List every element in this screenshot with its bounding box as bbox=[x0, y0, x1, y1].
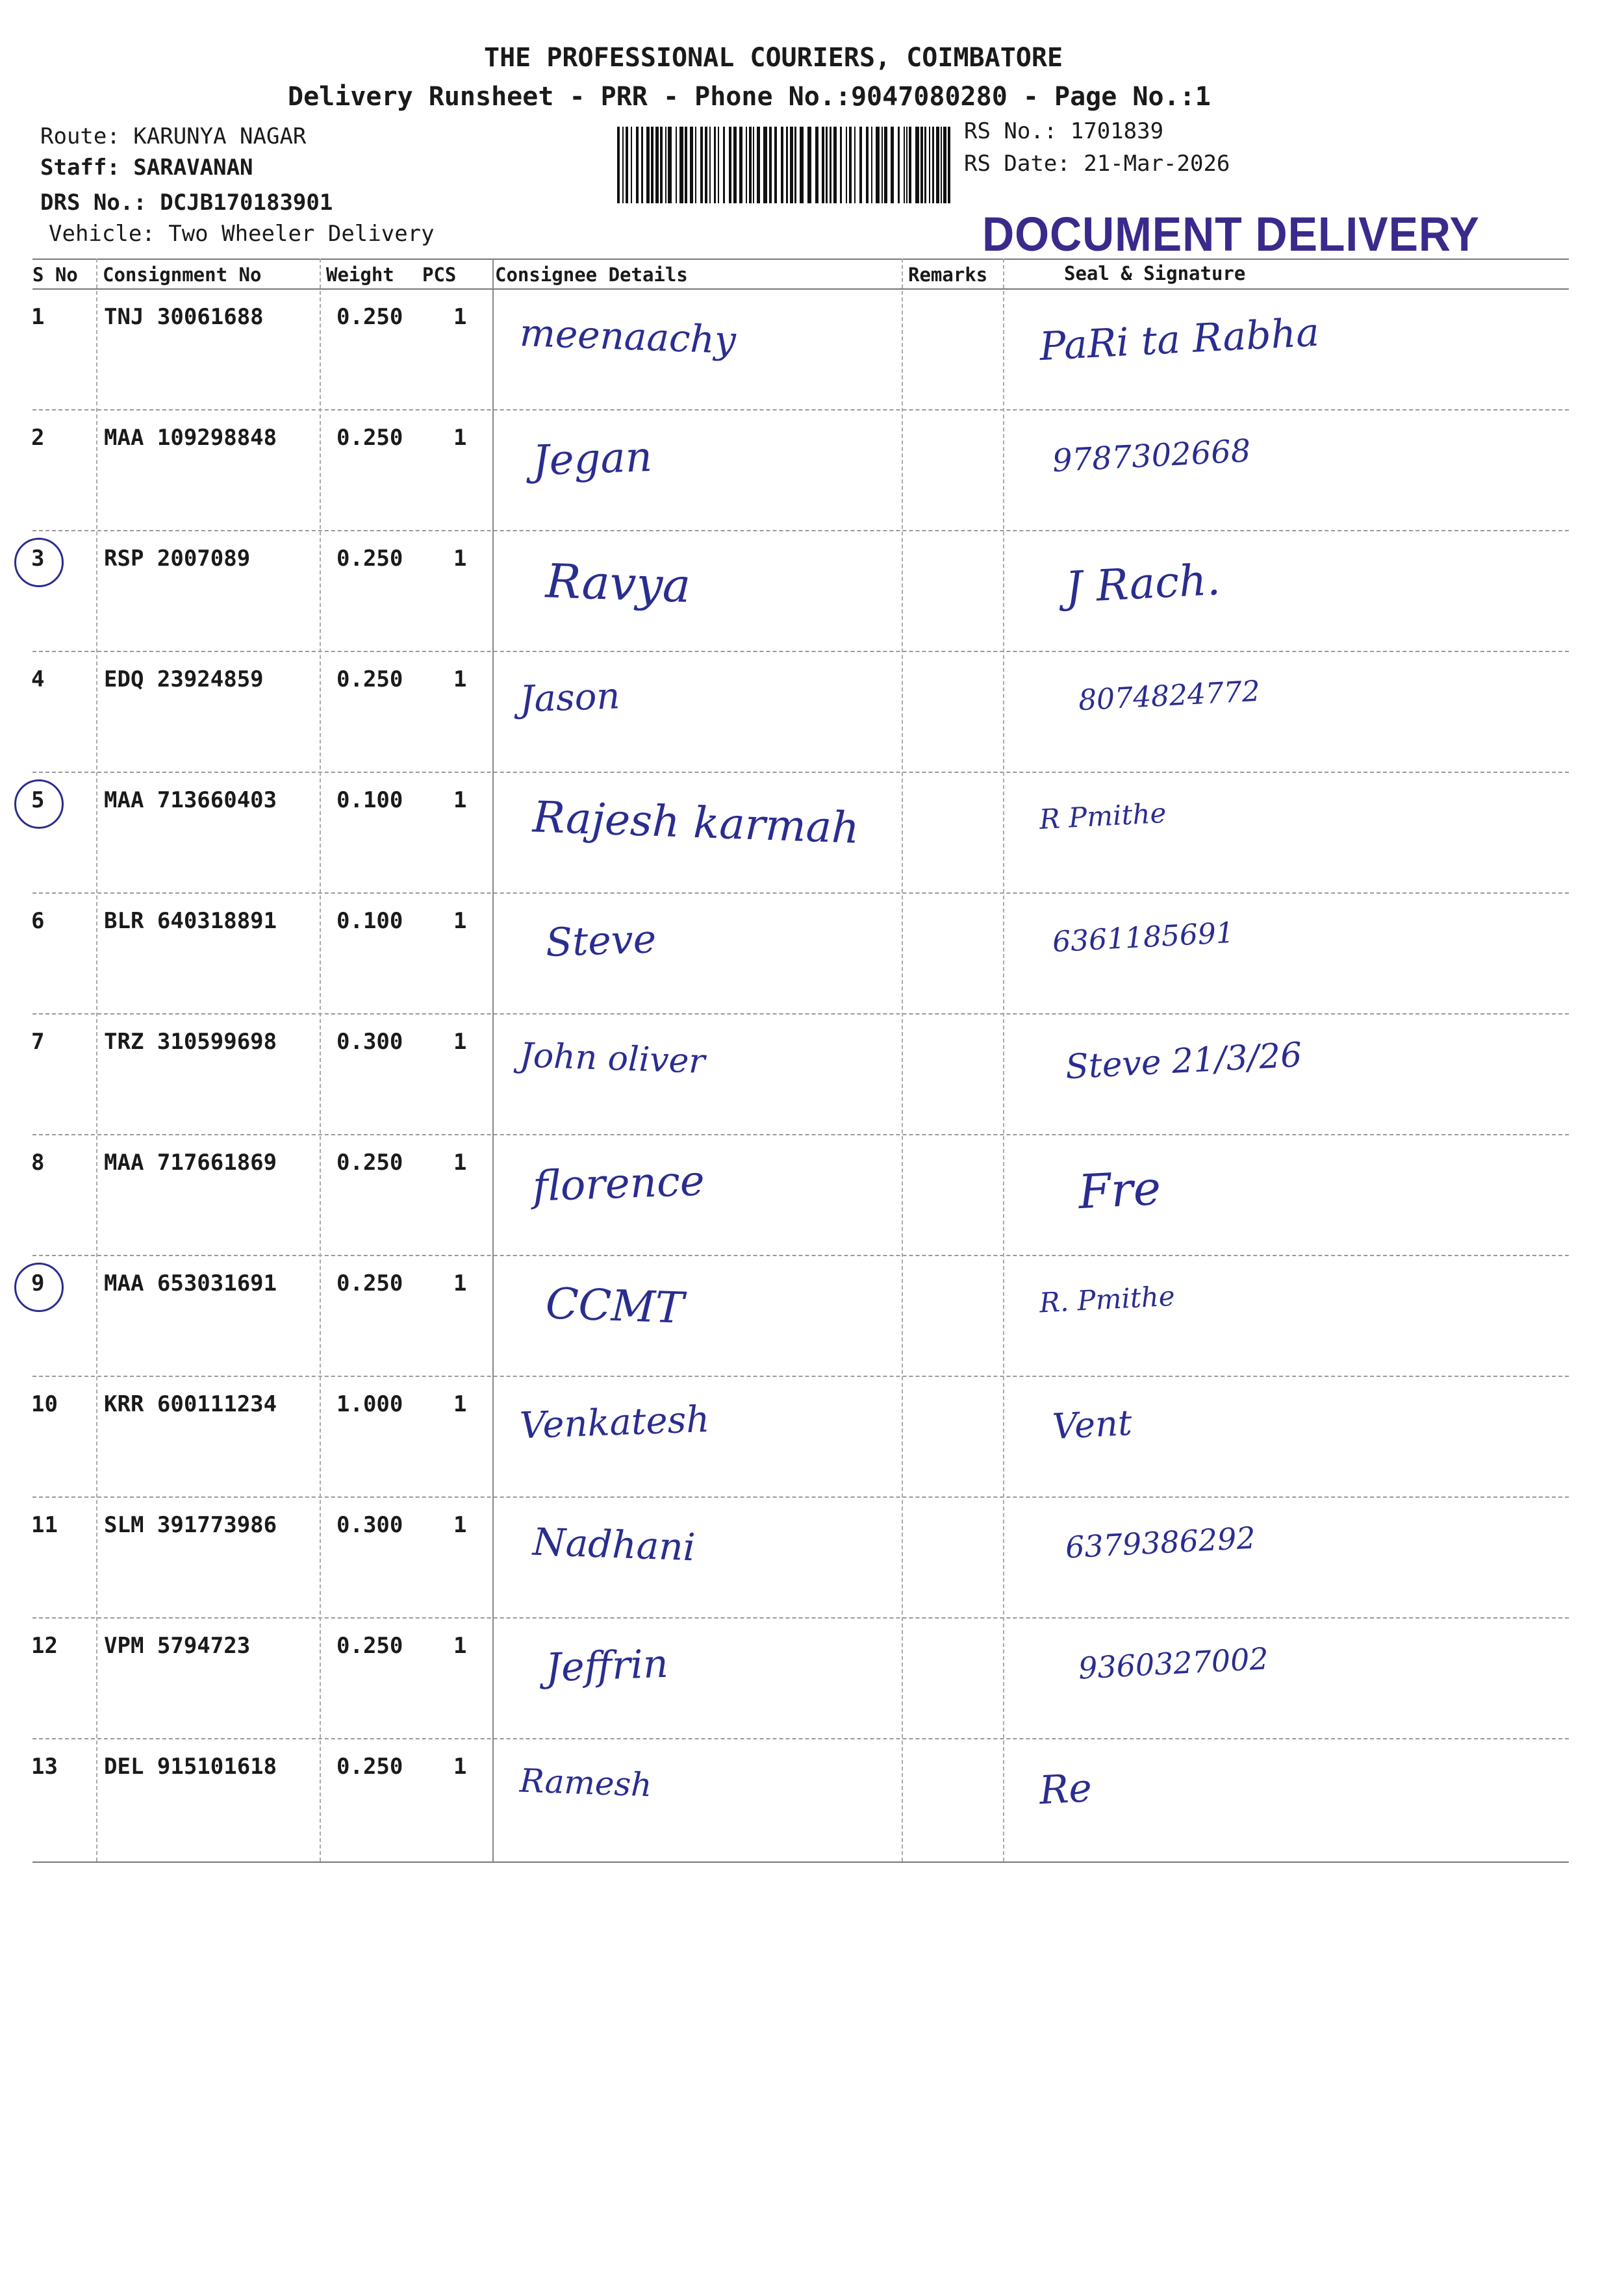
row-divider bbox=[32, 1738, 1569, 1739]
row-sno: 1 bbox=[31, 304, 45, 330]
row-weight: 0.250 bbox=[336, 546, 403, 572]
row-pcs: 1 bbox=[453, 1754, 467, 1780]
row-consignee-handwriting: Jegan bbox=[531, 433, 653, 486]
row-pcs: 1 bbox=[453, 1029, 467, 1055]
col-header-remarks: Remarks bbox=[908, 264, 988, 286]
staff-label: Staff: SARAVANAN bbox=[40, 155, 253, 181]
row-signature-handwriting: Vent bbox=[1051, 1402, 1134, 1448]
row-sno: 7 bbox=[31, 1029, 45, 1055]
row-pcs: 1 bbox=[453, 1391, 467, 1417]
runsheet-subtitle: Delivery Runsheet - PRR - Phone No.:9047080280 - Page No.:1 bbox=[288, 82, 1211, 112]
row-consignment-no: MAA 717661869 bbox=[104, 1150, 277, 1176]
row-consignment-no: EDQ 23924859 bbox=[104, 666, 264, 692]
row-weight: 0.250 bbox=[336, 1270, 403, 1296]
row-consignment-no: RSP 2007089 bbox=[104, 546, 251, 572]
row-signature-handwriting: R. Pmithe bbox=[1038, 1280, 1176, 1319]
row-consignment-no: DEL 915101618 bbox=[104, 1754, 277, 1780]
row-weight: 0.100 bbox=[336, 908, 403, 934]
row-consignment-no: KRR 600111234 bbox=[104, 1391, 277, 1417]
row-sno: 8 bbox=[31, 1150, 45, 1176]
col-divider-5 bbox=[1003, 259, 1004, 1861]
row-pcs: 1 bbox=[453, 666, 467, 692]
row-pcs: 1 bbox=[453, 425, 467, 451]
row-signature-handwriting: 6361185691 bbox=[1051, 916, 1236, 959]
company-title: THE PROFESSIONAL COURIERS, COIMBATORE bbox=[484, 43, 1063, 73]
row-sno: 11 bbox=[31, 1512, 58, 1538]
row-consignment-no: MAA 109298848 bbox=[104, 425, 277, 451]
row-weight: 0.250 bbox=[336, 1633, 403, 1659]
row-signature-handwriting: J Rach. bbox=[1064, 554, 1222, 613]
header-bottom-rule bbox=[32, 288, 1569, 290]
row-pcs: 1 bbox=[453, 1512, 467, 1538]
row-divider bbox=[32, 1013, 1569, 1015]
row-consignee-handwriting: meenaachy bbox=[518, 310, 737, 362]
col-divider-1 bbox=[96, 259, 97, 1861]
route-label: Route: KARUNYA NAGAR bbox=[40, 123, 307, 149]
row-pcs: 1 bbox=[453, 304, 467, 330]
row-signature-handwriting: Steve 21/3/26 bbox=[1064, 1035, 1303, 1087]
row-weight: 0.250 bbox=[336, 304, 403, 330]
rs-date: RS Date: 21-Mar-2026 bbox=[964, 151, 1230, 177]
row-sno: 13 bbox=[31, 1754, 58, 1780]
col-header-seal: Seal & Signature bbox=[1064, 262, 1246, 284]
row-divider bbox=[32, 409, 1569, 410]
row-consignee-handwriting: florence bbox=[531, 1157, 705, 1211]
row-weight: 0.250 bbox=[336, 666, 403, 692]
row-consignee-handwriting: Nadhani bbox=[531, 1519, 696, 1570]
row-consignment-no: VPM 5794723 bbox=[104, 1633, 251, 1659]
row-sno: 4 bbox=[31, 666, 45, 692]
row-weight: 0.300 bbox=[336, 1512, 403, 1538]
row-consignment-no: TRZ 310599698 bbox=[104, 1029, 277, 1055]
row-sno: 12 bbox=[31, 1633, 58, 1659]
row-divider bbox=[32, 1617, 1569, 1619]
row-sno: 5 bbox=[31, 787, 45, 813]
col-header-sno: S No bbox=[32, 264, 78, 286]
col-header-weight: Weight bbox=[326, 264, 394, 286]
row-circle-mark bbox=[14, 538, 64, 587]
row-signature-handwriting: 8074824772 bbox=[1077, 674, 1262, 718]
vehicle-label: Vehicle: Two Wheeler Delivery bbox=[49, 221, 435, 247]
col-header-consignment: Consignment No bbox=[103, 264, 262, 286]
row-divider bbox=[32, 1255, 1569, 1256]
row-divider bbox=[32, 1376, 1569, 1377]
row-consignee-handwriting: Venkatesh bbox=[518, 1398, 711, 1448]
drs-number: DRS No.: DCJB170183901 bbox=[40, 190, 333, 216]
row-consignment-no: TNJ 30061688 bbox=[104, 304, 264, 330]
row-weight: 1.000 bbox=[336, 1391, 403, 1417]
row-circle-mark bbox=[14, 1263, 64, 1312]
row-weight: 0.100 bbox=[336, 787, 403, 813]
row-consignment-no: MAA 653031691 bbox=[104, 1270, 277, 1296]
row-weight: 0.250 bbox=[336, 425, 403, 451]
col-header-pcs: PCS bbox=[422, 264, 457, 286]
row-divider bbox=[32, 772, 1569, 773]
col-divider-3 bbox=[492, 259, 494, 1861]
col-divider-4 bbox=[902, 259, 903, 1861]
row-consignee-handwriting: Ramesh bbox=[519, 1761, 653, 1804]
row-sno: 10 bbox=[31, 1391, 58, 1417]
row-weight: 0.250 bbox=[336, 1150, 403, 1176]
row-signature-handwriting: Fre bbox=[1076, 1160, 1163, 1220]
row-divider bbox=[32, 892, 1569, 894]
row-consignment-no: SLM 391773986 bbox=[104, 1512, 277, 1538]
row-signature-handwriting: 9360327002 bbox=[1077, 1641, 1269, 1686]
row-pcs: 1 bbox=[453, 787, 467, 813]
row-circle-mark bbox=[14, 779, 64, 829]
row-divider bbox=[32, 530, 1569, 531]
row-consignee-handwriting: Rajesh karmah bbox=[531, 792, 860, 853]
row-consignee-handwriting: Jeffrin bbox=[544, 1641, 669, 1691]
row-sno: 9 bbox=[31, 1270, 45, 1296]
row-weight: 0.300 bbox=[336, 1029, 403, 1055]
row-consignee-handwriting: Jason bbox=[518, 675, 621, 721]
col-header-consignee: Consignee Details bbox=[495, 264, 688, 286]
row-pcs: 1 bbox=[453, 1270, 467, 1296]
row-signature-handwriting: 6379386292 bbox=[1064, 1520, 1256, 1565]
row-consignment-no: MAA 713660403 bbox=[104, 787, 277, 813]
row-consignee-handwriting: CCMT bbox=[544, 1278, 685, 1333]
row-pcs: 1 bbox=[453, 908, 467, 934]
table-bottom-rule bbox=[32, 1861, 1569, 1863]
document-delivery-stamp: DOCUMENT DELIVERY bbox=[982, 207, 1480, 261]
row-pcs: 1 bbox=[453, 546, 467, 572]
row-signature-handwriting: Re bbox=[1038, 1765, 1093, 1814]
row-weight: 0.250 bbox=[336, 1754, 403, 1780]
row-consignee-handwriting: John oliver bbox=[519, 1036, 706, 1081]
table-top-rule bbox=[32, 259, 1569, 260]
row-divider bbox=[32, 1134, 1569, 1135]
row-signature-handwriting: R Pmithe bbox=[1038, 796, 1167, 836]
row-pcs: 1 bbox=[453, 1633, 467, 1659]
row-consignee-handwriting: Ravya bbox=[544, 553, 692, 613]
row-signature-handwriting: 9787302668 bbox=[1051, 433, 1252, 479]
row-divider bbox=[32, 651, 1569, 652]
row-sno: 6 bbox=[31, 908, 45, 934]
row-signature-handwriting: PaRi ta Rabha bbox=[1038, 309, 1321, 370]
rs-number: RS No.: 1701839 bbox=[964, 118, 1164, 144]
row-consignment-no: BLR 640318891 bbox=[104, 908, 277, 934]
barcode-image bbox=[617, 127, 955, 205]
row-divider bbox=[32, 1496, 1569, 1498]
row-pcs: 1 bbox=[453, 1150, 467, 1176]
row-sno: 3 bbox=[31, 546, 45, 572]
row-consignee-handwriting: Steve bbox=[544, 916, 657, 966]
row-sno: 2 bbox=[31, 425, 45, 451]
col-divider-2 bbox=[320, 259, 321, 1861]
